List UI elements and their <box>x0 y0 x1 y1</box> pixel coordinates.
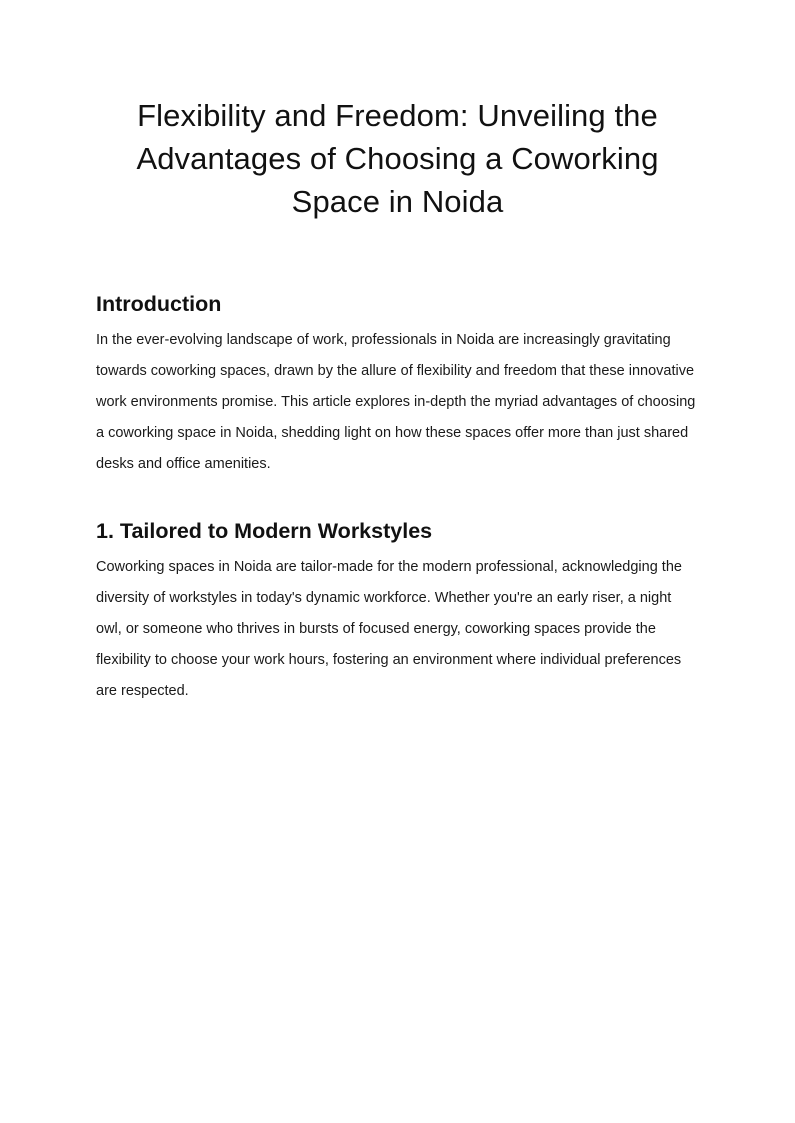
section-heading-introduction: Introduction <box>96 292 222 316</box>
page-title: Flexibility and Freedom: Unveiling the Advantages of Choosing a Coworking Space in Noida <box>136 98 659 219</box>
section-heading-tailored-workstyles: 1. Tailored to Modern Workstyles <box>96 519 433 543</box>
section-body-introduction: In the ever-evolving landscape of work, professionals in Noida are increasingly gravitating towards coworking spaces, drawn by the allure of flexibility and freedom that these innovative work environments promise. This article explores in-depth the myriad advantages of choosing a coworking space in Noida, shedding light on how these spaces offer more than just shared desks and office amenities. <box>96 332 696 472</box>
section-body-tailored-workstyles: Coworking spaces in Noida are tailor-made for the modern professional, acknowledging the diversity of workstyles in today's dynamic workforce. Whether you're an early riser, a night owl, or someone who thrives in bursts of focused energy, coworking spaces provide the flexibility to choose your work hours, fostering an environment where individual preferences are respected. <box>96 559 682 699</box>
